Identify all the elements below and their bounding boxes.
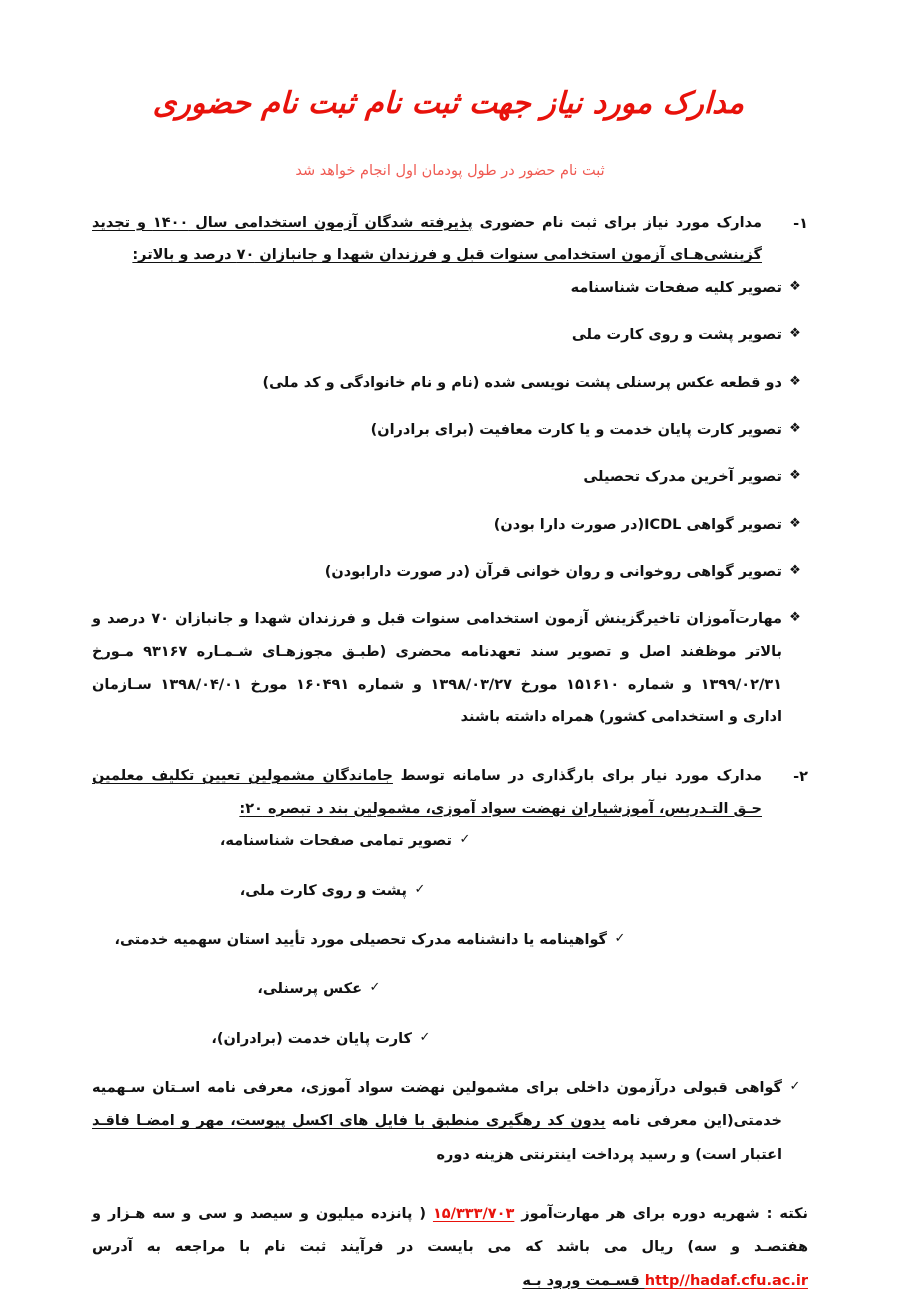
check-bullet-icon: ✓	[614, 930, 626, 946]
list-item	[92, 414, 808, 447]
list-item-paragraph	[92, 1072, 808, 1172]
list-item-label	[92, 1072, 782, 1172]
clause-2-lead: مدارک مورد نیار برای بارگذاری در سامانه توسط	[392, 767, 762, 784]
diamond-bullet-icon: ❖	[789, 563, 801, 579]
diamond-bullet-icon: ❖	[789, 468, 801, 484]
list-item	[92, 319, 808, 352]
list-item	[92, 973, 808, 1006]
icdl-text-after: (در صورت دارا بودن)	[493, 516, 645, 533]
list-item-label: تصویر کلیه صفحات شناسنامه	[570, 280, 782, 297]
required-documents-list-2	[92, 825, 808, 1172]
list-item-label	[494, 509, 782, 542]
check-bullet-icon: ✓	[369, 980, 381, 996]
clause-1-lead: مدارک مورد نیاز برای ثبت نام حضوری	[472, 214, 762, 231]
note-suffix: قسـمت ورود بـه	[522, 1272, 645, 1289]
clause-2-underlined: جاماندگان مشمولین تعیین تکلیف معلمین حـق التـدریس، آموزشیاران نهضت سواد آموزی، مشمولین بند د تبصره ۲۰:	[92, 767, 762, 817]
diamond-bullet-icon: ❖	[789, 610, 801, 626]
clause-1-underlined: پذیرفته شدگان آزمون استخدامی سال ۱۴۰۰ و تجدید گزینشی‌هـای آزمون استخدامی سنوات قبل و فرزندان شهدا و جانبازان ۷۰ درصد و بالاتر:	[92, 214, 762, 264]
icdl-acronym: ICDL	[644, 516, 682, 533]
check-bullet-icon: ✓	[419, 1029, 431, 1045]
icdl-text-before: تصویر گواهی	[681, 516, 782, 533]
list-item-icdl	[92, 509, 808, 542]
list-item-label: تصویر پشت و روی کارت ملی	[571, 327, 782, 344]
clause-1	[92, 207, 808, 272]
clause-2	[92, 760, 808, 825]
list-item	[92, 875, 808, 908]
check-bullet-icon: ✓	[459, 832, 471, 848]
diamond-bullet-icon: ❖	[789, 373, 801, 389]
list-item	[92, 272, 808, 305]
list-item	[92, 924, 808, 957]
list-item-label: گواهینامه یا دانشنامه مدرک تحصیلی مورد تأیید استان سهمیه خدمتی،	[114, 931, 607, 948]
tuition-note	[92, 1198, 808, 1298]
page-subtitle: ثبت نام حضور در طول پودمان اول انجام خواهد شد	[295, 162, 605, 179]
page-title: مدارک مورد نیاز جهت ثبت نام ثبت نام حضوری	[152, 86, 745, 121]
list-item-label: مهارت‌آموزان تاخیرگزینش آزمون استخدامی سنوات قبل و فرزندان شهدا و جانبازان ۷۰ درصد و بالاتر موظفند اصل و تصویر سند تعهدنامه محضری (طبـق مجوزهـای شـمـاره ۹۳۱۶۷ مـورخ ۱۳۹۹/۰۲/۳۱ و شماره ۱۵۱۶۱۰ مورخ ۱۳۹۸/۰۳/۲۷ و شماره ۱۶۰۴۹۱ مورخ ۱۳۹۸/۰۴/۰۱ سـازمان اداری و استخدامی کشور) همراه داشته باشند	[92, 611, 782, 726]
list-item-label: تصویر تمامی صفحات شناسنامه،	[219, 833, 452, 850]
diamond-bullet-icon: ❖	[789, 421, 801, 437]
list-item-label: دو قطعه عکس پرسنلی پشت نویسی شده (نام و نام خانوادگی و کد ملی)	[262, 374, 782, 391]
clause-2-body	[92, 760, 762, 825]
list-item-label: عکس پرسنلی،	[257, 981, 362, 998]
note-middle: ( پانزده میلیون و سیصد و سی و سه هـزار و هفتصـد و سه) ریال می باشد که می بایست در فرآیند ثبت نام با مراجعه به آدرس	[92, 1205, 808, 1256]
intro-letter-part3: اعتبار است) و رسید پرداخت اینترنتی هزینه دوره	[436, 1146, 782, 1163]
required-documents-list-1	[92, 272, 808, 734]
intro-letter-underlined: بدون کد رهگیری منطبق با فایل های اکسل پیوست، مهر و امضـا فاقـد	[92, 1113, 606, 1130]
list-item	[92, 825, 808, 858]
list-item-label: تصویر آخرین مدرک تحصیلی	[583, 469, 782, 486]
list-item-label: تصویر گواهی روخوانی و روان خوانی قرآن (در صورت دارابودن)	[324, 564, 782, 581]
registration-url-link[interactable]: http//hadaf.cfu.ac.ir	[644, 1272, 808, 1289]
clause-1-marker: ۱-	[793, 215, 808, 232]
list-item-paragraph	[92, 603, 808, 734]
list-item	[92, 461, 808, 494]
list-item-label: پشت و روی کارت ملی،	[239, 882, 407, 899]
diamond-bullet-icon: ❖	[789, 279, 801, 295]
clause-1-body	[92, 207, 762, 272]
list-item	[92, 367, 808, 400]
diamond-bullet-icon: ❖	[789, 515, 801, 531]
list-item-label: کارت پایان خدمت (برادران)،	[211, 1030, 412, 1047]
clause-2-marker: ۲-	[793, 768, 808, 785]
intro-letter-part1: گواهی قبولی درآزمون داخلی برای مشمولین نهضت سواد آموزی، معرفی نامه اسـتان سـهمیه خدمتی(این معرفی نامه	[92, 1079, 783, 1130]
check-bullet-icon: ✓	[414, 881, 426, 897]
diamond-bullet-icon: ❖	[789, 326, 801, 342]
note-prefix: نکته : شهریه دوره برای هر مهارت‌آموز	[514, 1205, 808, 1222]
tuition-amount: ۱۵/۳۳۳/۷۰۳	[432, 1205, 515, 1222]
list-item	[92, 1023, 808, 1056]
check-bullet-icon: ✓	[789, 1078, 801, 1094]
list-item	[92, 556, 808, 589]
list-item-label: تصویر کارت پایان خدمت و یا کارت معافیت (برای برادران)	[370, 422, 782, 439]
